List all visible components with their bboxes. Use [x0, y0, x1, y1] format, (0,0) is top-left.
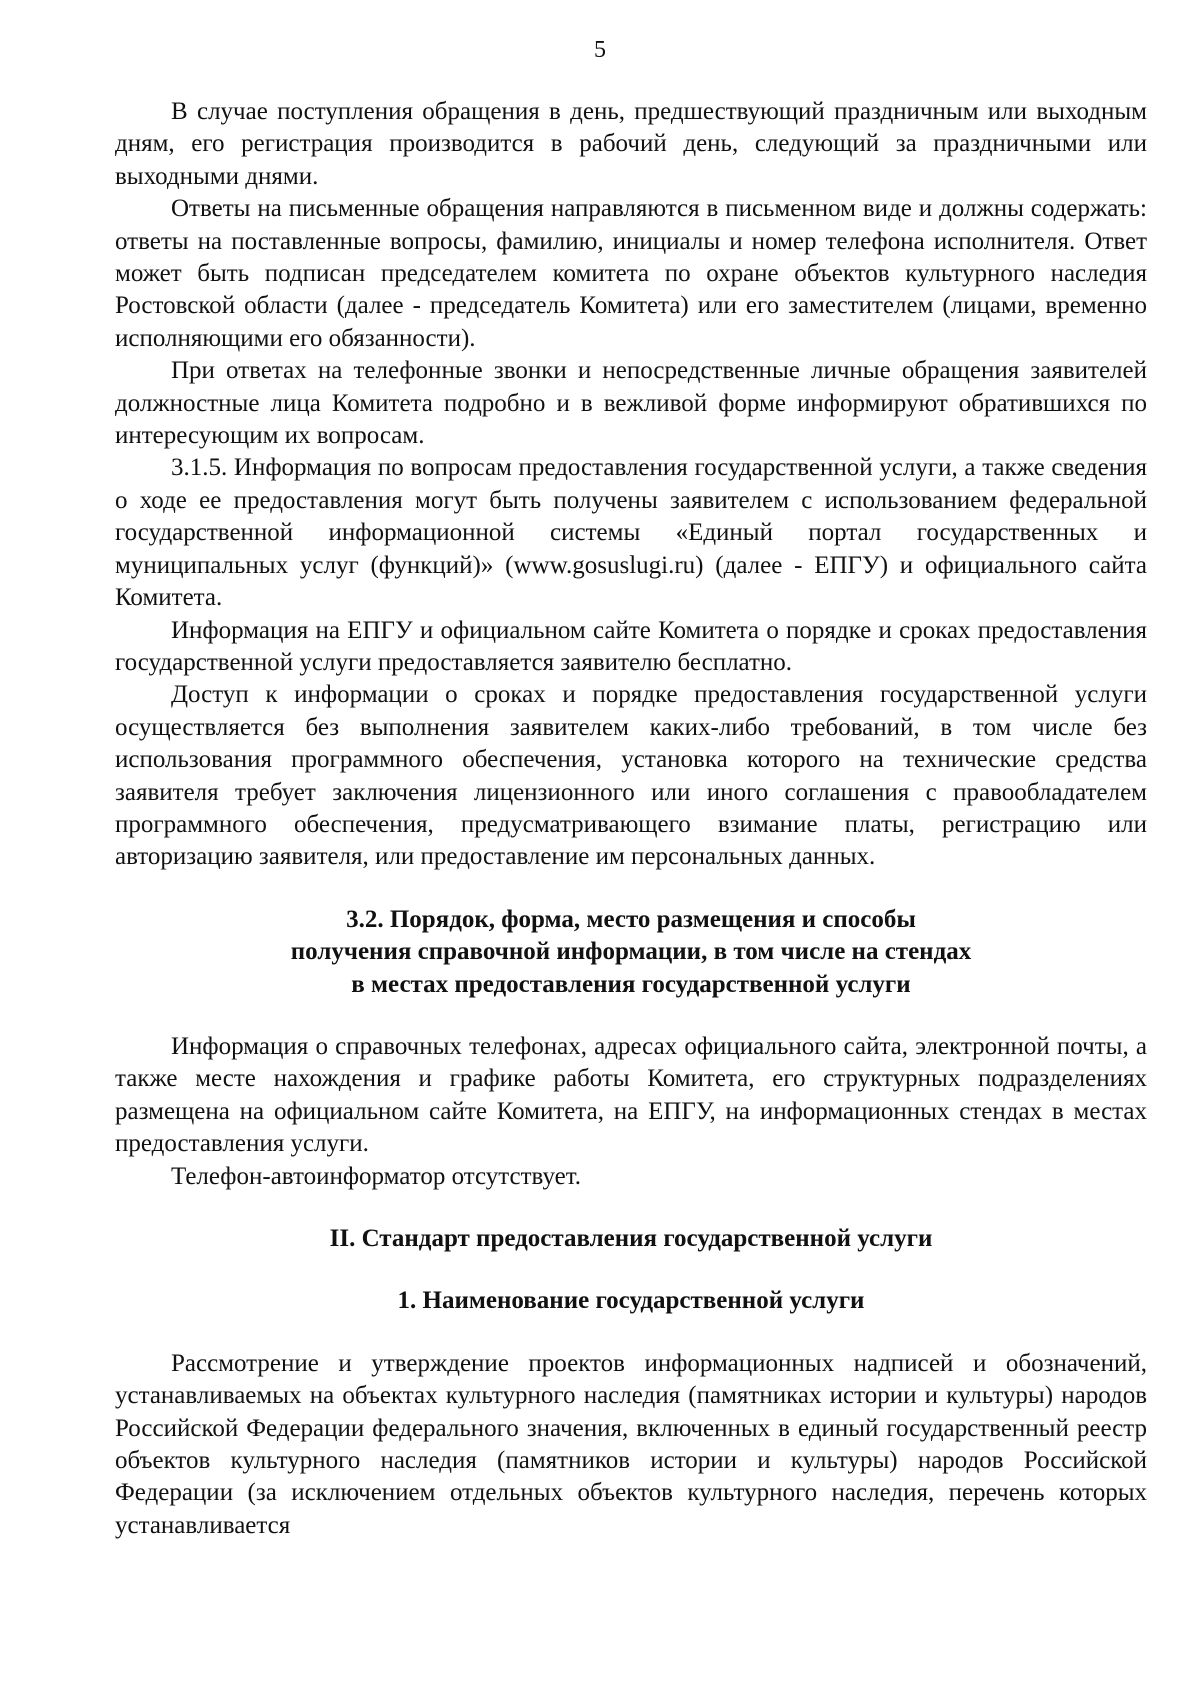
heading-line: в местах предоставления государственной услуги — [351, 970, 911, 998]
paragraph: Информация о справочных телефонах, адресах официального сайта, электронной почты, а также месте нахождения и графике работы Комитета, его структурных подразделениях размещена на официальном сайте Комитета, на ЕПГУ, на информационных стендах в местах предоставления услуги. — [115, 1032, 1147, 1158]
section-heading-3-2 — [115, 904, 1147, 1001]
paragraph: Ответы на письменные обращения направляются в письменном виде и должны содержать: ответы на поставленные вопросы, фамилию, инициалы и номер телефона исполнителя. Ответ может быть подписан председателем комитета по охране объектов культурного наследия Ростовской области (далее - председатель Комитета) или его заместителем (лицами, временно исполняющими его обязанности). — [115, 195, 1147, 352]
paragraph: 3.1.5. Информация по вопросам предоставления государственной услуги, а также сведения о ходе ее предоставления могут быть получены заявителем с использованием федеральной государственной информационной системы «Единый портал государственных и муниципальных услуг (функций)» (www.gosuslugi.ru) (далее - ЕПГУ) и официального сайта Комитета. — [115, 454, 1147, 612]
paragraph: Рассмотрение и утверждение проектов информационных надписей и обозначений, устанавливаемых на объектах культурного наследия (памятниках истории и культуры) народов Российской Федерации федерального значения, включенных в единый государственный реестр объектов культурного наследия (памятников истории и культуры) народов Российской Федерации (за исключением отдельных объектов культурного наследия, перечень которых устанавливается — [115, 1349, 1147, 1539]
page-number: 5 — [594, 37, 606, 63]
heading-line: получения справочной информации, в том числе на стендах — [290, 938, 972, 966]
paragraph: Информация на ЕПГУ и официальном сайте Комитета о порядке и сроках предоставления государственной услуги предоставляется заявителю бесплатно. — [115, 616, 1147, 676]
paragraph: Доступ к информации о сроках и порядке предоставления государственной услуги осуществляется без выполнения заявителем каких-либо требований, в том числе без использования программного обеспечения, установка которого на технические средства заявителя требует заключения лицензионного или иного соглашения с правообладателем программного обеспечения, предусматривающего взимание платы, регистрацию или авторизацию заявителя, или предоставление им персональных данных. — [115, 681, 1147, 871]
paragraph: При ответах на телефонные звонки и непосредственные личные обращения заявителей должностные лица Комитета подробно и в вежливой форме информируют обратившихся по интересующим их вопросам. — [115, 357, 1147, 450]
document-body — [115, 96, 1147, 1542]
paragraph: Телефон-автоинформатор отсутствует. — [171, 1162, 582, 1190]
section-heading-II: II. Стандарт предоставления государственной услуги — [329, 1225, 933, 1252]
heading-line: 3.2. Порядок, форма, место размещения и способы — [346, 905, 916, 933]
paragraph: В случае поступления обращения в день, предшествующий праздничным или выходным дням, его регистрация производится в рабочий день, следующий за праздничными или выходными днями. — [115, 98, 1147, 190]
section-heading-1: 1. Наименование государственной услуги — [397, 1287, 865, 1315]
